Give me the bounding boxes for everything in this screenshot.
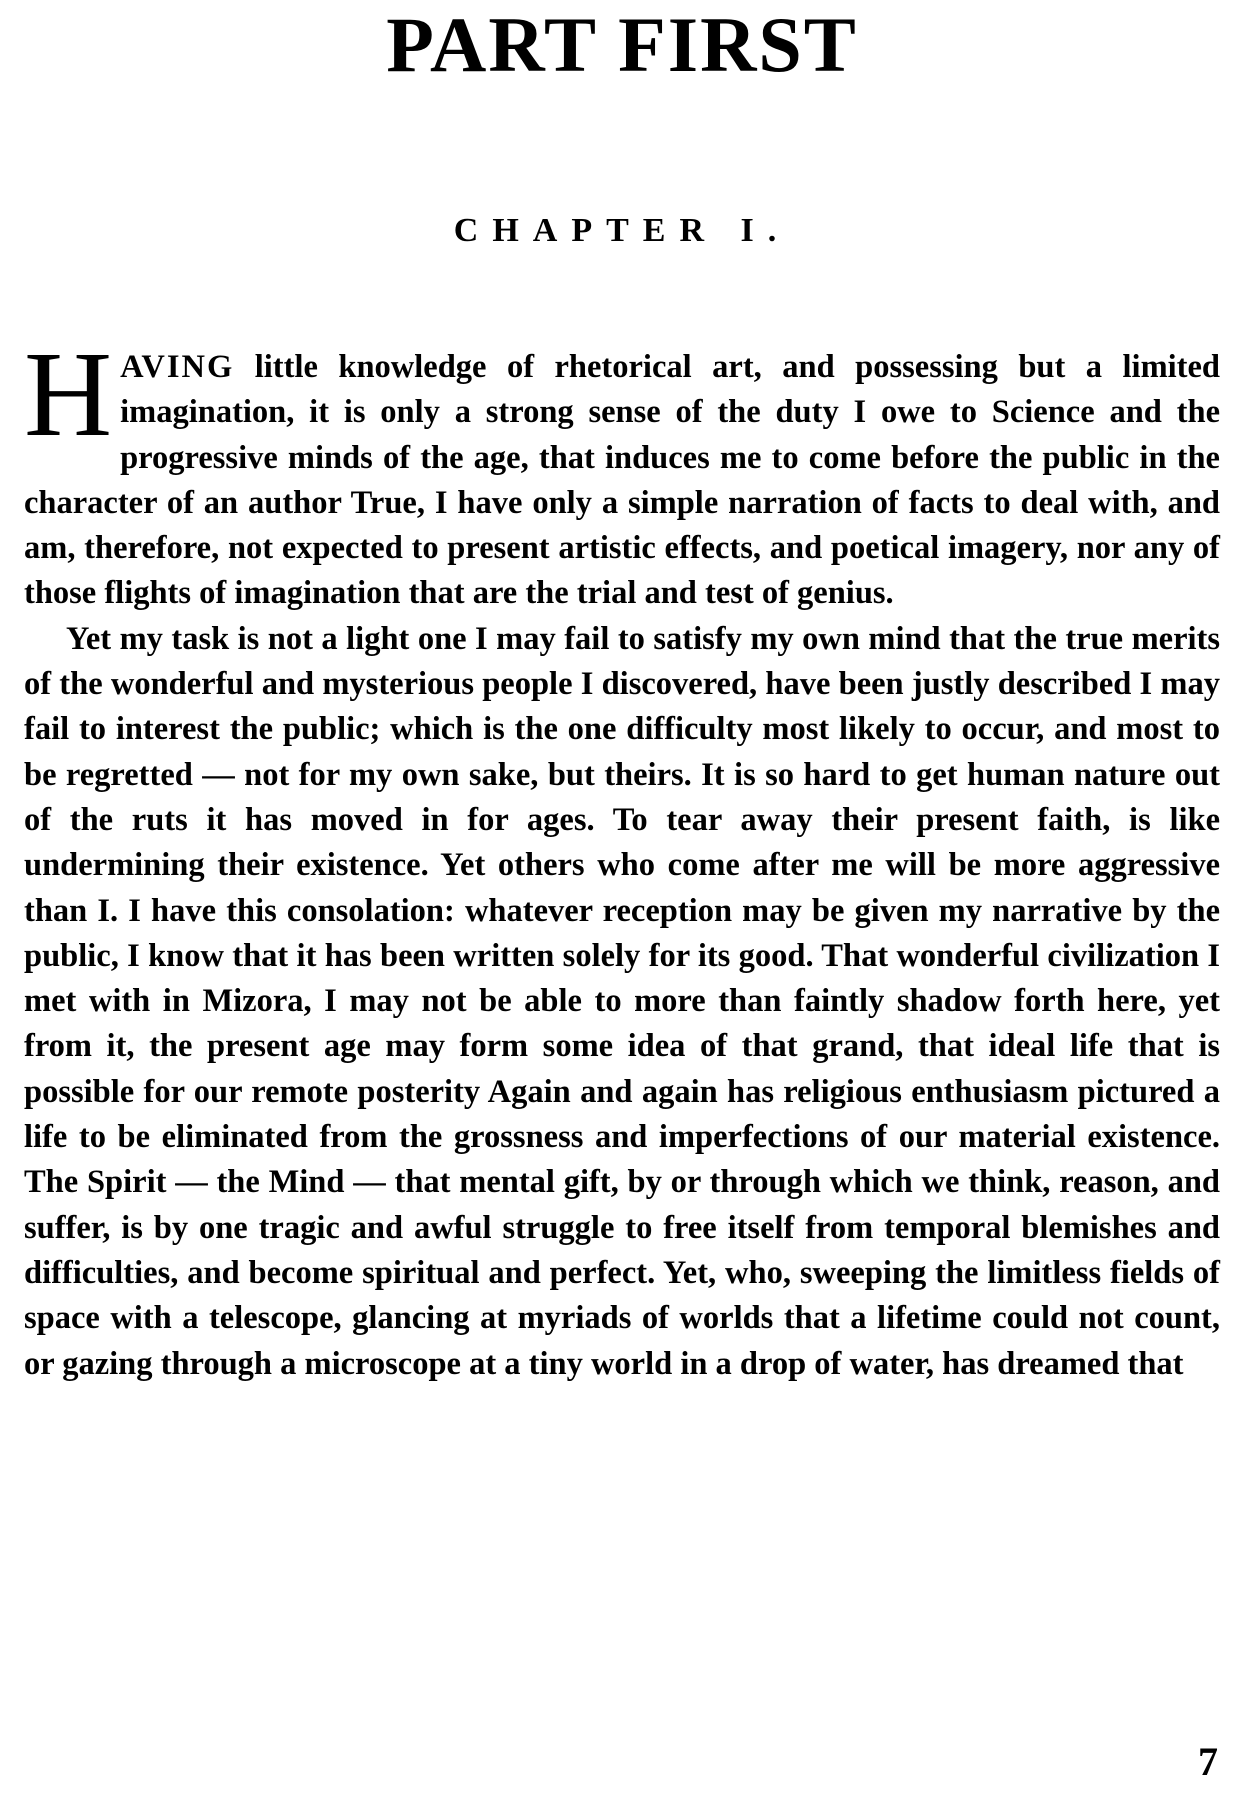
drop-cap: H [24,327,113,462]
part-title: PART FIRST [386,1,858,88]
lead-word: AVING [120,349,235,385]
paragraph-1-text: little knowledge of rhetorical art, and possessing but a limited imagination, it is only a strong sense of the duty I owe to Science and the progressive minds of the age, that induces me to come before the public in the character of an author True, I have only a simple narration of facts to deal with, and am, therefore, not expected to present artistic effects, and poetical imagery, nor any of those flights of imagination that are the trial and test of genius. [24,349,1220,612]
page-number: 7 [1198,1739,1218,1784]
body-text [24,327,1220,1387]
chapter-title: CHAPTER I. [453,212,791,249]
paragraph-1 [24,327,1220,617]
paragraph-2: Yet my task is not a light one I may fail to satisfy my own mind that the true merits of the wonderful and mysterious people I discovered, have been justly described I may fail to interest the public; which is the one difficulty most likely to occur, and most to be regretted — not for my own sake, but theirs. It is so hard to get human nature out of the ruts it has moved in for ages. To tear away their present faith, is like undermining their existence. Yet others who come after me will be more aggressive than I. I have this consolation: whatever reception may be given my narrative by the public, I know that it has been written solely for its good. That wonderful civilization I met with in Mizora, I may not be able to more than faintly shadow forth here, yet from it, the present age may form some idea of that grand, that ideal life that is possible for our remote posterity Again and again has religious enthusiasm pictured a life to be eliminated from the grossness and imperfections of our material existence. The Spirit — the Mind — that mental gift, by or through which we think, reason, and suffer, is by one tragic and awful struggle to free itself from temporal blemishes and difficulties, and become spiritual and perfect. Yet, who, sweeping the limitless fields of space with a telescope, glancing at myriads of worlds that a lifetime could not count, or gazing through a microscope at a tiny world in a drop of water, has dreamed that [24,620,1220,1382]
